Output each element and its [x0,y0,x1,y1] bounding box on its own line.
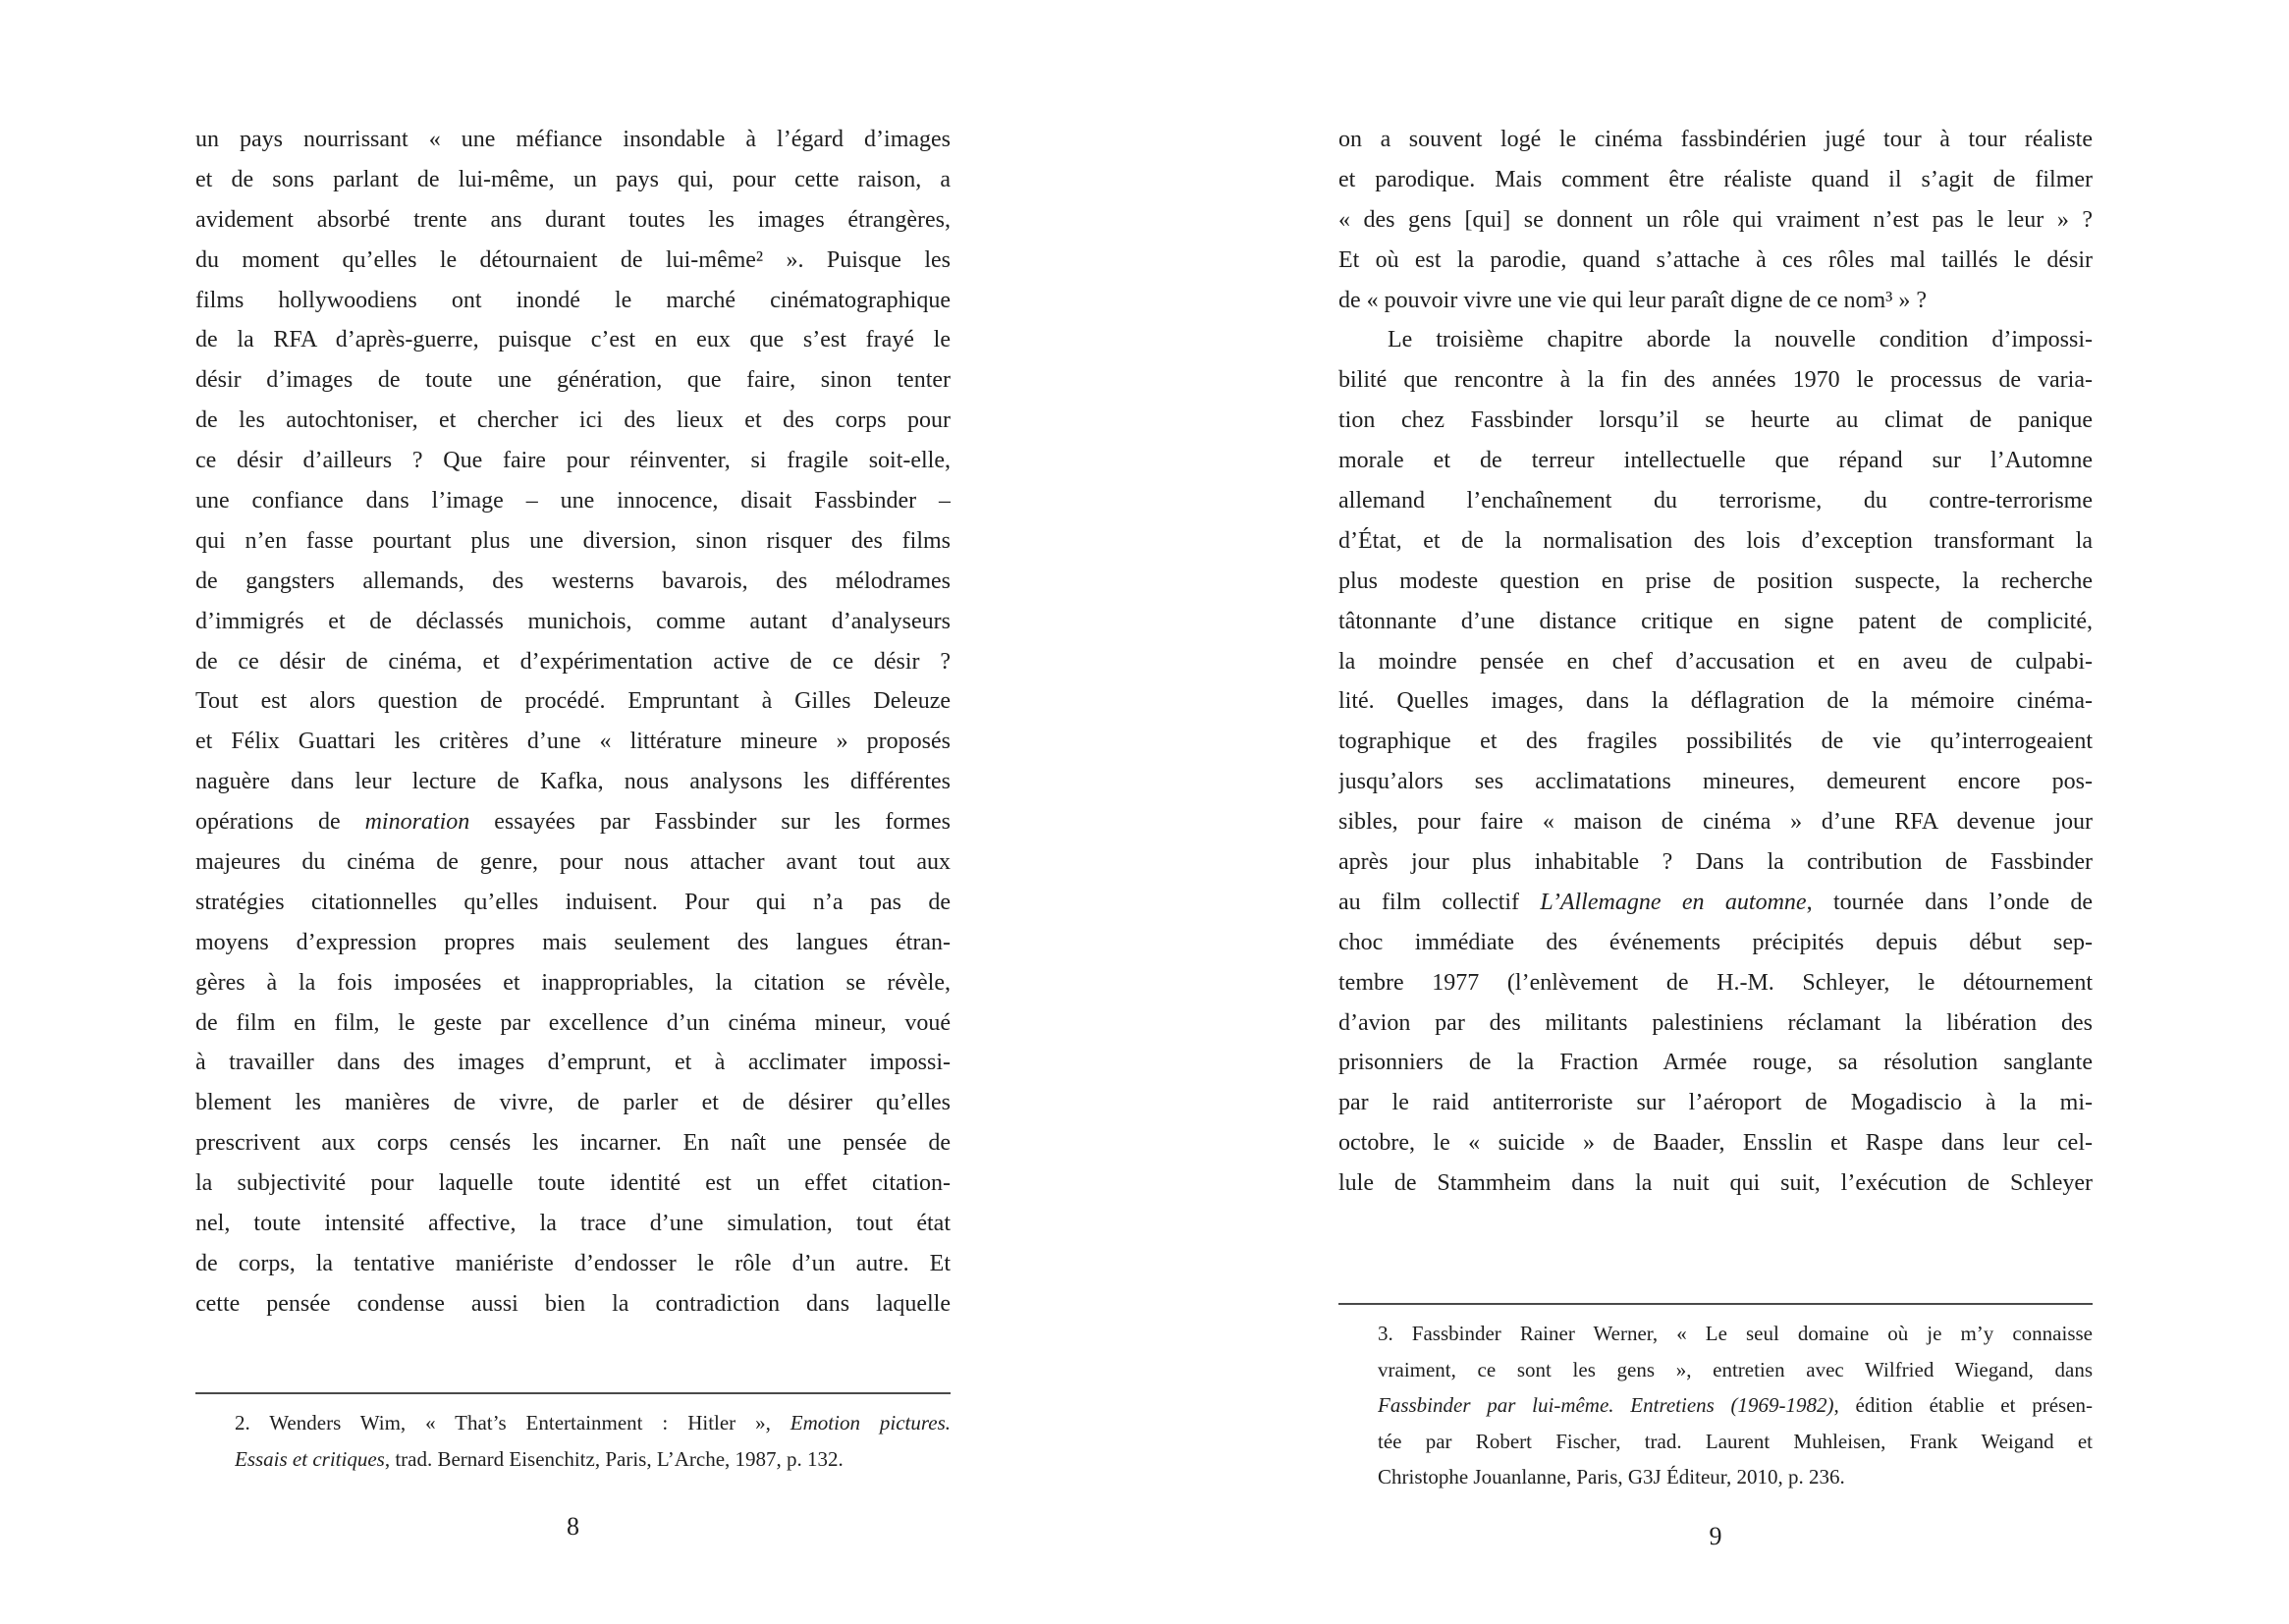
text-segment: , tournée dans l’onde de [1806,889,2093,915]
text-segment: tembre 1977 (l’enlèvement de H.-M. Schleyer, le détournement [1338,969,2093,996]
text-line [195,1043,951,1083]
text-segment: tâtonnante d’une distance critique en signe patent de complicité, [1338,608,2093,634]
text-segment: et Félix Guattari les critères d’une « littérature mineure » proposés [195,729,951,755]
text-segment: allemand l’enchaînement du terrorisme, du contre-terrorisme [1338,488,2093,514]
text-segment: Christophe Jouanlanne, Paris, G3J Éditeur, 2010, p. 236. [1378,1465,1845,1489]
text-line [195,1284,951,1325]
text-line [195,681,951,722]
text-segment: au film collectif [1338,889,1541,915]
text-segment: la moindre pensée en chef d’accusation et en aveu de culpabi- [1338,648,2093,675]
text-segment: films hollywoodiens ont inondé le marché cinématographique [195,287,951,313]
page-number-right: 9 [1709,1522,1722,1550]
text-segment: sibles, pour faire « maison de cinéma » d’une RFA devenue jour [1338,809,2093,836]
text-segment: avidement absorbé trente ans durant toutes les images étrangères, [195,206,951,233]
text-line [1338,722,2093,762]
text-line [1338,842,2093,883]
text-segment: on a souvent logé le cinéma fassbindérien jugé tour à tour réaliste [1338,127,2093,152]
text-line [1338,681,2093,722]
footnote-rule [195,1392,951,1394]
text-segment: cette pensée condense aussi bien la contradiction dans laquelle [195,1290,951,1317]
text-line [1338,281,2093,321]
text-segment: vraiment, ce sont les gens », entretien avec Wilfried Wiegand, dans [1378,1357,2093,1381]
text-line [195,360,951,401]
text-segment: lité. Quelles images, dans la déflagration de la mémoire cinéma- [1338,688,2093,715]
text-segment: qui n’en fasse pourtant plus une diversion, sinon risquer des films [195,527,951,554]
text-segment: 2. Wenders Wim, « That’s Entertainment : Hitler », [235,1411,790,1435]
text-segment: par le raid antiterroriste sur l’aéroport de Mogadiscio à la mi- [1338,1090,2093,1116]
text-line [195,762,951,802]
footnote-rule [1338,1303,2093,1305]
text-line [1338,241,2093,281]
text-segment: moyens d’expression propres mais seulement des langues étran- [195,929,951,955]
text-line [195,923,951,963]
text-segment: naguère dans leur lecture de Kafka, nous analysons les différentes [195,769,951,795]
text-segment: blement les manières de vivre, de parler et de désirer qu’elles [195,1090,951,1116]
text-segment: bilité que rencontre à la fin des années 1970 le processus de varia- [1338,367,2093,394]
text-line [195,401,951,441]
text-segment: tion chez Fassbinder lorsqu’il se heurte au climat de panique [1338,407,2093,434]
text-line [1338,160,2093,200]
text-line [1338,963,2093,1003]
text-segment: , trad. Bernard Eisenchitz, Paris, L’Arche, 1987, p. 132. [384,1446,844,1471]
text-segment: de les autochtoniser, et chercher ici des lieux et des corps pour [195,407,951,434]
text-segment: majeures du cinéma de genre, pour nous attacher avant tout aux [195,849,951,876]
text-segment: plus modeste question en prise de position suspecte, la recherche [1338,568,2093,594]
text-line [195,602,951,642]
text-line [195,1003,951,1044]
text-line [1338,1003,2093,1044]
text-line [195,200,951,241]
text-segment: et parodique. Mais comment être réaliste quand il s’agit de filmer [1338,166,2093,192]
text-segment: désir d’images de toute une génération, que faire, sinon tenter [195,367,951,394]
text-segment: stratégies citationnelles qu’elles induisent. Pour qui n’a pas de [195,889,951,915]
text-line [195,1164,951,1204]
text-line [195,481,951,521]
text-line [195,521,951,562]
text-segment: à travailler dans des images d’emprunt, et à acclimater impossi- [195,1050,951,1076]
text-line [1338,1083,2093,1123]
text-segment-italic: Essais et critiques [235,1446,385,1471]
text-segment-italic: Fassbinder par lui-même. Entretiens (1969-1982) [1378,1393,1834,1417]
text-line [195,562,951,602]
text-segment: Et où est la parodie, quand s’attache à ces rôles mal taillés le désir [1338,246,2093,273]
text-segment: du moment qu’elles le détournaient de lui-même² ». Puisque les [195,246,951,273]
text-segment: après jour plus inhabitable ? Dans la contribution de Fassbinder [1338,849,2093,876]
text-segment-italic: minoration [364,809,470,836]
footnote-text [235,1405,951,1477]
right-page-body-text [1338,120,2093,1204]
text-segment: et de sons parlant de lui-même, un pays qui, pour cette raison, a [195,166,951,192]
text-segment: nel, toute intensité affective, la trace d’une simulation, tout état [195,1211,951,1237]
text-line [1378,1352,2093,1388]
text-line [195,120,951,160]
text-line [195,802,951,842]
text-line [235,1441,951,1478]
text-segment: de gangsters allemands, des westerns bavarois, des mélodrames [195,568,951,594]
text-segment: de « pouvoir vivre une vie qui leur paraît digne de ce nom³ » ? [1338,287,1928,313]
text-line [1378,1459,2093,1495]
text-segment: prisonniers de la Fraction Armée rouge, sa résolution sanglante [1338,1050,2093,1076]
text-segment: essayées par Fassbinder sur les formes [469,809,951,836]
text-line [1338,441,2093,481]
text-segment: Tout est alors question de procédé. Empruntant à Gilles Deleuze [195,688,951,715]
text-line [195,883,951,923]
text-segment: « des gens [qui] se donnent un rôle qui vraiment n’est pas le leur » ? [1338,206,2093,233]
text-line [1338,1043,2093,1083]
text-line [1338,642,2093,682]
text-segment: de la RFA d’après-guerre, puisque c’est en eux que s’est frayé le [195,327,951,353]
text-segment: opérations de [195,809,365,836]
text-line [1338,360,2093,401]
text-segment: gères à la fois imposées et inappropriables, la citation se révèle, [195,969,951,996]
text-segment: tée par Robert Fischer, trad. Laurent Muhleisen, Frank Weigand et [1378,1429,2093,1453]
text-line [195,281,951,321]
text-line [195,722,951,762]
text-line [1338,320,2093,360]
text-segment: de film en film, le geste par excellence d’un cinéma mineur, voué [195,1009,951,1036]
text-line [195,642,951,682]
left-page-footnote [195,1392,951,1477]
text-segment: d’immigrés et de déclassés munichois, comme autant d’analyseurs [195,608,951,634]
text-line [195,842,951,883]
text-line [1338,562,2093,602]
page-number-left: 8 [567,1512,579,1541]
text-segment: d’avion par des militants palestiniens réclamant la libération des [1338,1009,2093,1036]
text-line [1338,762,2093,802]
text-line [1338,883,2093,923]
text-line [1338,521,2093,562]
text-line [1378,1424,2093,1460]
text-segment: lule de Stammheim dans la nuit qui suit, l’exécution de Schleyer [1338,1170,2093,1197]
text-segment: d’État, et de la normalisation des lois d’exception transformant la [1338,527,2093,554]
text-segment: morale et de terreur intellectuelle que répand sur l’Automne [1338,448,2093,474]
text-segment-italic: L’Allemagne en automne [1540,889,1807,915]
text-line [1338,1123,2093,1164]
text-segment: prescrivent aux corps censés les incarner. En naît une pensée de [195,1130,951,1157]
text-line [195,160,951,200]
text-line [1338,802,2093,842]
left-page-body-text [195,120,951,1325]
right-page-footnote [1338,1303,2093,1495]
text-line [1338,923,2093,963]
text-segment: de ce désir de cinéma, et d’expérimentation active de ce désir ? [195,648,951,675]
text-line [1338,200,2093,241]
text-line [195,963,951,1003]
text-segment: , édition établie et présen- [1833,1393,2093,1417]
text-segment: Le troisième chapitre aborde la nouvelle condition d’impossi- [1388,327,2093,353]
text-line [235,1405,951,1441]
text-line [195,241,951,281]
text-line [195,1123,951,1164]
text-segment-italic: Emotion pictures. [790,1411,951,1435]
text-line [195,1204,951,1244]
footnote-text [1378,1316,2093,1495]
text-line [1378,1387,2093,1424]
text-line [195,1244,951,1284]
text-line [195,1083,951,1123]
text-segment: une confiance dans l’image – une innocence, disait Fassbinder – [195,488,951,514]
text-line [195,320,951,360]
text-line [1338,1164,2093,1204]
text-segment: choc immédiate des événements précipités depuis début sep- [1338,929,2093,955]
text-line [1338,120,2093,160]
text-segment: ce désir d’ailleurs ? Que faire pour réinventer, si fragile soit-elle, [195,448,951,474]
text-line [195,441,951,481]
text-segment: tographique et des fragiles possibilités de vie qu’interrogeaient [1338,729,2093,755]
text-segment: de corps, la tentative maniériste d’endosser le rôle d’un autre. Et [195,1250,951,1276]
text-line [1338,602,2093,642]
text-segment: 3. Fassbinder Rainer Werner, « Le seul domaine où je m’y connaisse [1378,1322,2093,1345]
text-line [1338,401,2093,441]
text-line [1338,481,2093,521]
text-segment: jusqu’alors ses acclimatations mineures, demeurent encore pos- [1338,769,2093,795]
text-line [1378,1316,2093,1352]
text-segment: un pays nourrissant « une méfiance insondable à l’égard d’images [195,127,951,152]
text-segment: la subjectivité pour laquelle toute identité est un effet citation- [195,1170,951,1197]
text-segment: octobre, le « suicide » de Baader, Ensslin et Raspe dans leur cel- [1338,1130,2093,1157]
